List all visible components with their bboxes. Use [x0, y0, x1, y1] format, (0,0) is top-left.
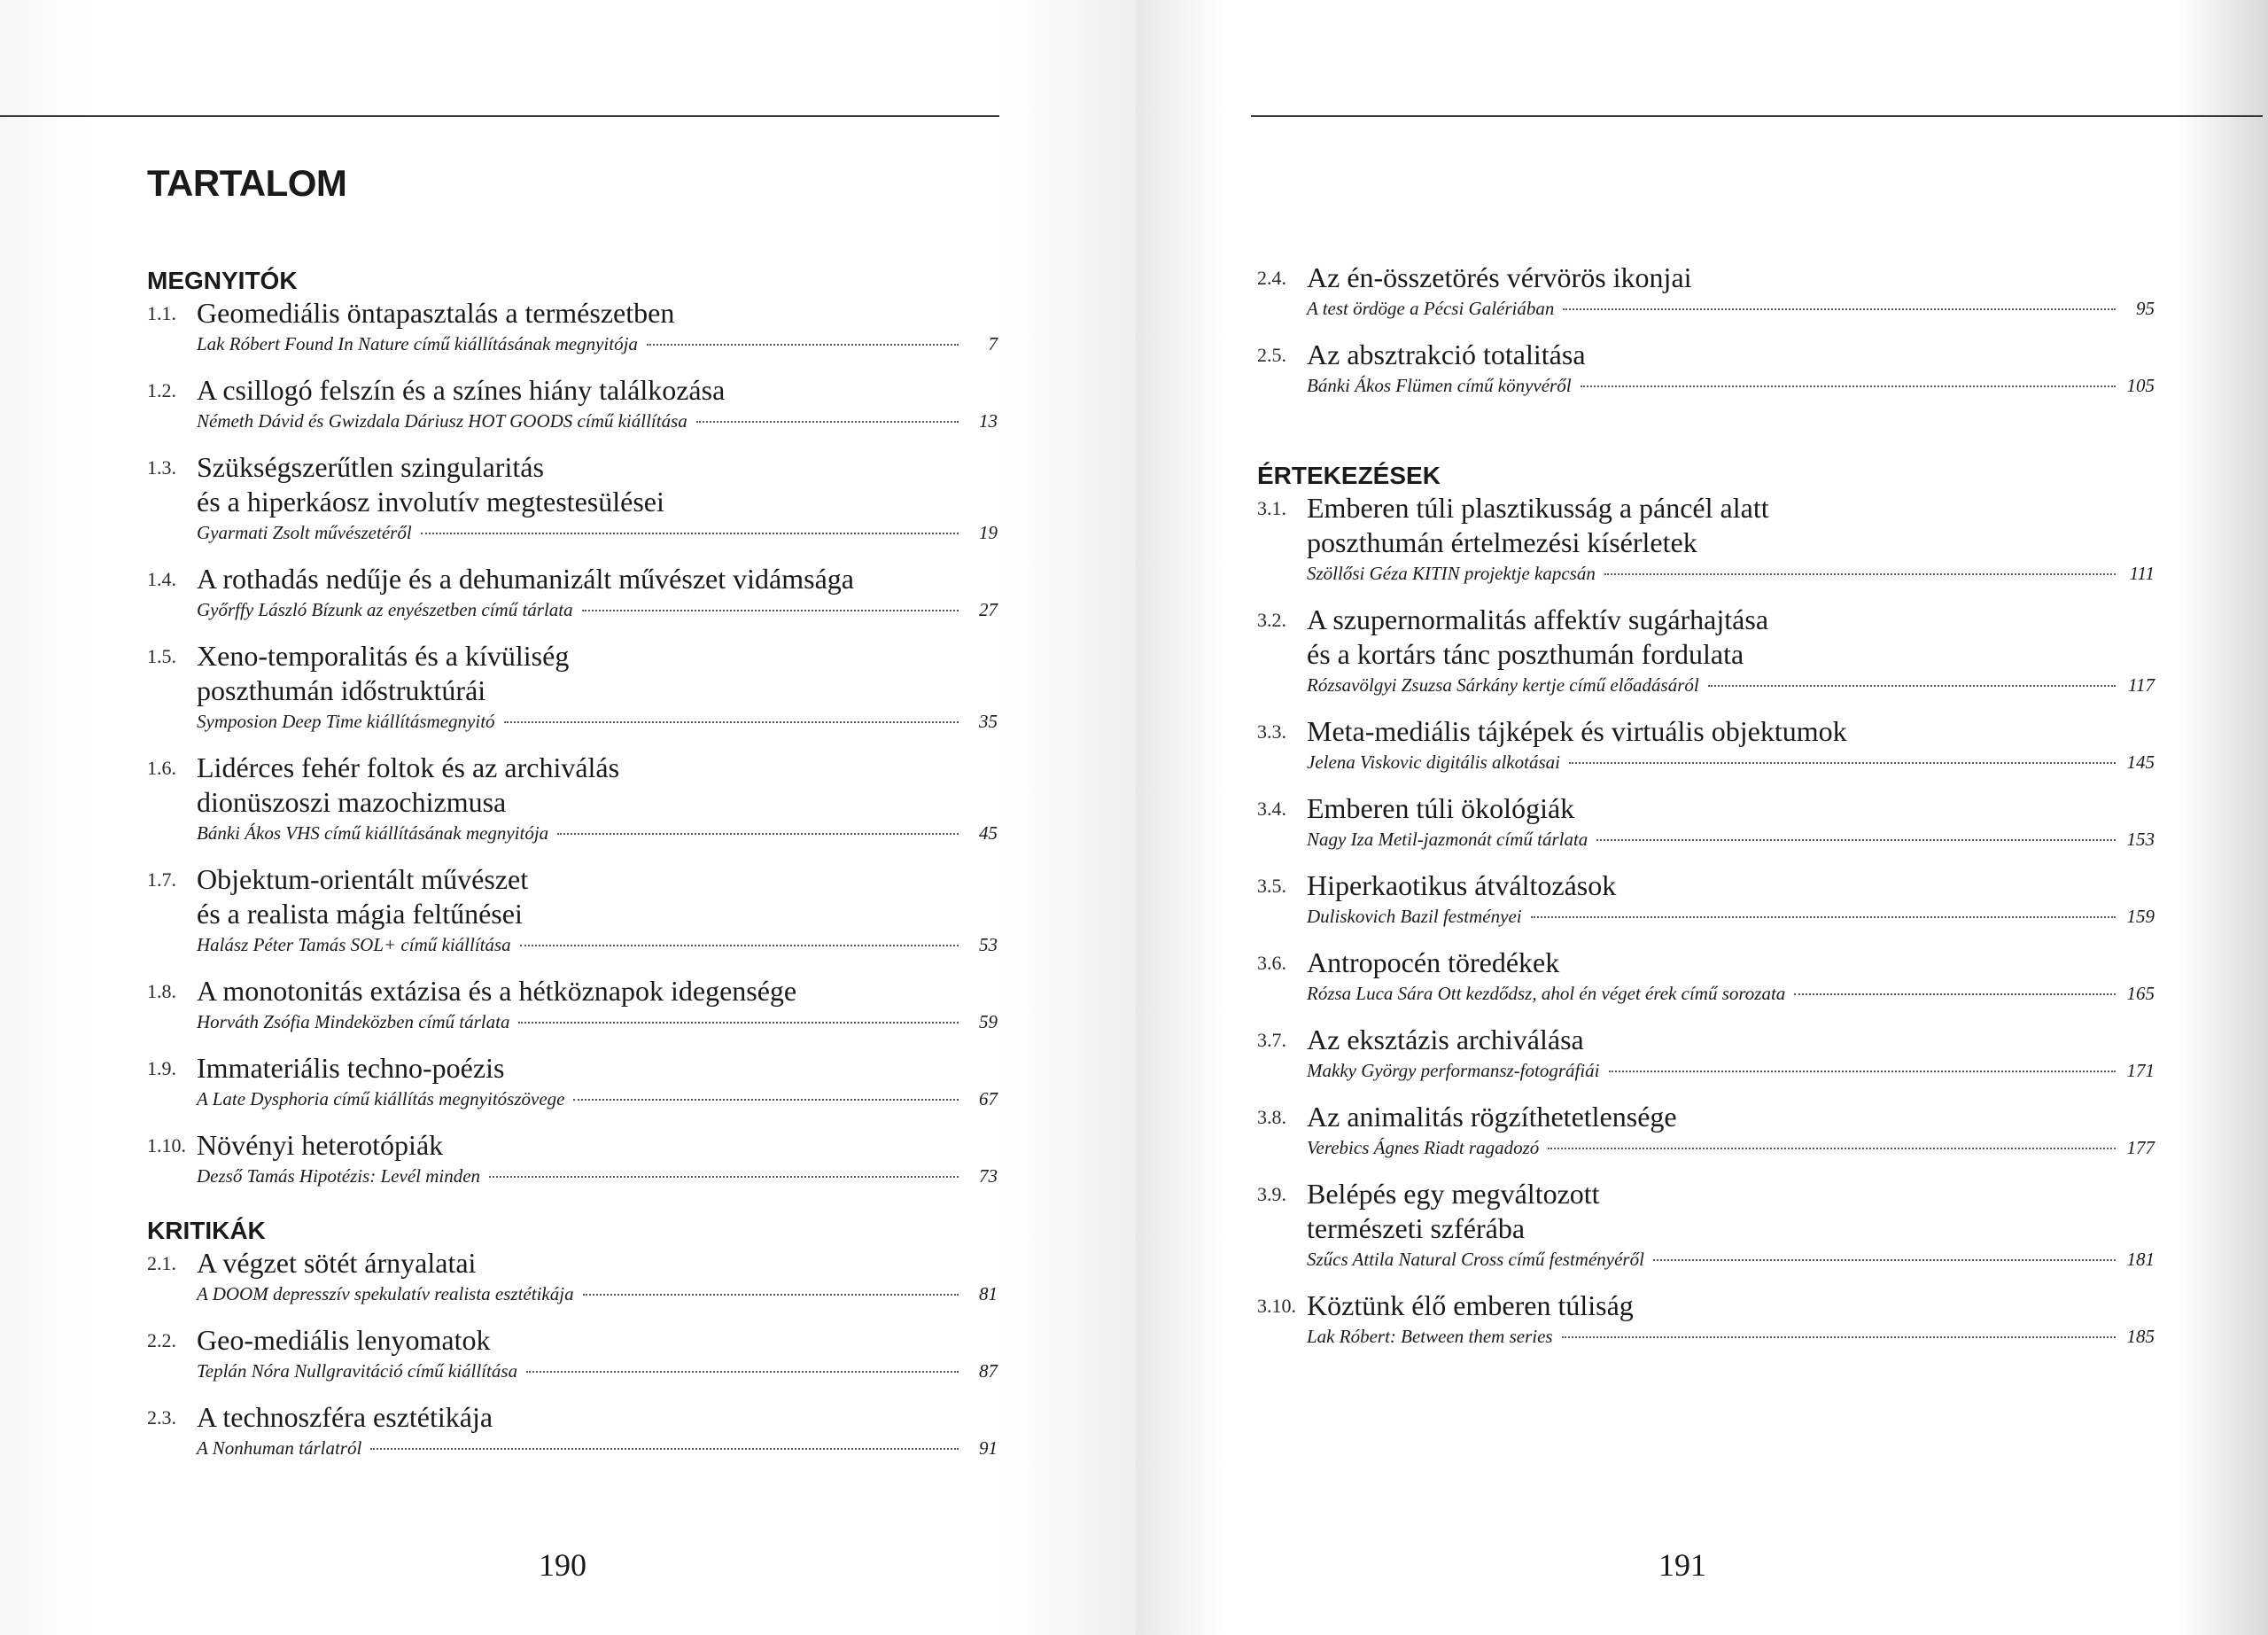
toc-entry [1257, 338, 2155, 404]
entry-subtitle: Németh Dávid és Gwizdala Dáriusz HOT GOODS című kiállítása [197, 410, 687, 432]
entry-subtitle: Gyarmati Zsolt művészetéről [197, 522, 412, 543]
entry-page-number: 117 [2128, 674, 2155, 696]
entry-subtitle: Duliskovich Bazil festményei [1307, 906, 1522, 927]
entry-subtitle-row [197, 596, 998, 628]
entry-subtitle: A Nonhuman tárlatról [197, 1437, 362, 1459]
entry-page-number: 27 [979, 599, 998, 620]
toc-entry [1257, 261, 2155, 327]
toc-entry [1257, 1177, 2155, 1278]
entry-subtitle-row [197, 931, 998, 963]
dot-leader [696, 421, 959, 423]
entry-page-number: 181 [2126, 1249, 2155, 1270]
entry-title-line: és a hiperkáosz involutív megtestesülései [197, 486, 664, 518]
entry-subtitle-row [197, 331, 998, 362]
entry-subtitle: Verebics Ágnes Riadt ragadozó [1307, 1137, 1540, 1158]
entry-title-line: Az én-összetörés vérvörös ikonjai [1307, 261, 1692, 293]
entry-subtitle: A test ördöge a Pécsi Galériában [1307, 298, 1555, 319]
entry-subtitle-row [197, 1163, 998, 1195]
entry-subtitle-row [1307, 749, 2155, 781]
entry-number: 2.4. [1257, 267, 1286, 289]
toc-entry [147, 450, 998, 551]
dot-leader [489, 1176, 959, 1178]
entry-subtitle: Teplán Nóra Nullgravitáció című kiállítása [197, 1360, 518, 1382]
section-heading: ÉRTEKEZÉSEK [1257, 462, 1441, 489]
toc-entry [147, 1323, 998, 1390]
toc-title: TARTALOM [147, 162, 347, 204]
dot-leader [1708, 685, 2116, 687]
entry-number: 2.2. [147, 1329, 176, 1351]
entry-subtitle: Rózsavölgyi Zsuzsa Sárkány kertje című előadásáról [1307, 674, 1699, 696]
entry-number: 1.5. [147, 645, 176, 667]
entry-title-line: természeti szférába [1307, 1212, 1526, 1244]
entry-number: 3.5. [1257, 875, 1286, 897]
entry-subtitle-row [1307, 980, 2155, 1012]
entry-subtitle-row [197, 1086, 998, 1117]
entry-number: 1.3. [147, 456, 176, 479]
right-page [1136, 0, 2268, 1635]
entry-title-line: poszthumán időstruktúrái [197, 674, 486, 706]
entry-number: 3.1. [1257, 497, 1286, 519]
toc-entry [1257, 1289, 2155, 1355]
entry-number: 1.7. [147, 868, 176, 891]
dot-leader [1609, 1071, 2116, 1072]
entry-page-number: 53 [979, 934, 998, 955]
entry-subtitle-row [1307, 295, 2155, 327]
entry-subtitle-row [1307, 1246, 2155, 1278]
entry-subtitle: A DOOM depresszív spekulatív realista esztétikája [197, 1283, 574, 1304]
section-heading: MEGNYITÓK [147, 267, 298, 294]
entry-title-line: Lidérces fehér foltok és az archiválás [197, 751, 620, 783]
entry-page-number: 59 [979, 1011, 998, 1032]
dot-leader [1653, 1259, 2116, 1261]
toc-entry [1257, 1023, 2155, 1089]
toc-sections [147, 266, 998, 1477]
entry-page-number: 165 [2126, 983, 2155, 1004]
entry-page-number: 19 [979, 522, 998, 543]
entry-page-number: 111 [2129, 563, 2155, 584]
entry-subtitle-row [197, 820, 998, 852]
entry-subtitle-row [1307, 1134, 2155, 1166]
dot-leader [1604, 573, 2116, 575]
entry-title-line: A technoszféra esztétikája [197, 1401, 493, 1433]
entry-number: 3.3. [1257, 720, 1286, 743]
entry-subtitle: Halász Péter Tamás SOL+ című kiállítása [197, 934, 511, 955]
entry-number: 2.1. [147, 1252, 176, 1274]
entry-page-number: 81 [979, 1283, 998, 1304]
toc-entry [147, 296, 998, 362]
entry-subtitle: Szöllősi Géza KITIN projektje kapcsán [1307, 563, 1596, 584]
toc-entry [1257, 491, 2155, 592]
entry-title-line: Az eksztázis archiválása [1307, 1024, 1584, 1055]
toc-entry [147, 1246, 998, 1312]
entry-subtitle-row [197, 408, 998, 440]
entry-title-line: Szükségszerűtlen szingularitás [197, 451, 544, 483]
toc-entry [1257, 946, 2155, 1012]
entry-subtitle-row [1307, 1323, 2155, 1355]
entry-title-line: Az absztrakció totalitása [1307, 339, 1586, 370]
entry-title-line: Emberen túli ökológiák [1307, 792, 1575, 824]
entry-title-line: Meta-mediális tájképek és virtuális objektumok [1307, 715, 1847, 747]
entry-title-line: A monotonitás extázisa és a hétköznapok idegensége [197, 975, 797, 1007]
entry-number: 3.10. [1257, 1295, 1296, 1317]
entry-title-line: és a kortárs tánc poszthumán fordulata [1307, 638, 1744, 670]
entry-page-number: 171 [2126, 1060, 2155, 1081]
dot-leader [1562, 1336, 2116, 1338]
dot-leader [526, 1371, 959, 1373]
entry-page-number: 185 [2126, 1326, 2155, 1347]
entry-page-number: 35 [979, 711, 998, 732]
entry-number: 1.1. [147, 302, 176, 324]
entry-page-number: 145 [2126, 751, 2155, 773]
toc-section [1257, 461, 2155, 1355]
page-number: 190 [539, 1547, 586, 1583]
entry-subtitle: Szűcs Attila Natural Cross című festményéről [1307, 1249, 1644, 1270]
entry-subtitle: Lak Róbert Found In Nature című kiállításának megnyitója [197, 333, 638, 354]
entry-title-line: A rothadás nedűje és a dehumanizált művészet vidámsága [197, 563, 854, 595]
entry-number: 3.2. [1257, 609, 1286, 631]
toc-entry [147, 373, 998, 440]
entry-subtitle: Bánki Ákos VHS című kiállításának megnyitója [197, 822, 549, 844]
dot-leader [1563, 308, 2116, 310]
entry-subtitle: Dezső Tamás Hipotézis: Levél minden [197, 1165, 481, 1187]
entry-subtitle: Bánki Ákos Flümen című könyvéről [1307, 375, 1572, 396]
entry-number: 3.7. [1257, 1029, 1286, 1051]
entry-title-line: Növényi heterotópiák [197, 1129, 444, 1161]
entry-title-line: Geomediális öntapasztalás a természetben [197, 297, 675, 329]
entry-number: 3.4. [1257, 798, 1286, 820]
dot-leader [557, 833, 959, 835]
toc-sections [1257, 461, 2155, 1366]
entry-page-number: 153 [2126, 829, 2155, 850]
entry-subtitle-row [1307, 672, 2155, 704]
entry-title-line: Antropocén töredékek [1307, 946, 1560, 978]
entry-number: 1.10. [147, 1134, 186, 1156]
entry-title-line: Hiperkaotikus átváltozások [1307, 869, 1617, 901]
toc-section [147, 266, 998, 1195]
entry-subtitle: Jelena Viskovic digitális alkotásai [1307, 751, 1560, 773]
toc-entry [1257, 1100, 2155, 1166]
entry-number: 3.8. [1257, 1106, 1286, 1128]
entry-number: 3.6. [1257, 952, 1286, 974]
top-rule [0, 115, 999, 117]
entry-title-line: A szupernormalitás affektív sugárhajtása [1307, 603, 1769, 635]
entry-title-line: dionüszoszi mazochizmusa [197, 786, 507, 818]
dot-leader [1596, 839, 2116, 841]
toc-entry [147, 751, 998, 852]
toc-entry [1257, 868, 2155, 935]
entry-page-number: 91 [979, 1437, 998, 1459]
entry-subtitle-row [1307, 903, 2155, 935]
toc-continued-entries [1257, 261, 2155, 415]
entry-title-line: Objektum-orientált művészet [197, 863, 529, 895]
dot-leader [421, 533, 959, 534]
entry-number: 1.9. [147, 1057, 176, 1079]
entry-subtitle: Győrffy László Bízunk az enyészetben című tárlata [197, 599, 573, 620]
entry-subtitle: Symposion Deep Time kiállításmegnyitó [197, 711, 495, 732]
entry-title-line: Köztünk élő emberen túliság [1307, 1289, 1634, 1321]
entry-title-line: poszthumán értelmezési kísérletek [1307, 526, 1697, 558]
entry-subtitle-row [197, 708, 998, 740]
entry-number: 2.3. [147, 1406, 176, 1429]
entry-title-line: Emberen túli plasztikusság a páncél alatt [1307, 492, 1769, 524]
entry-page-number: 45 [979, 822, 998, 844]
entry-subtitle: Makky György performansz-fotográfiái [1307, 1060, 1600, 1081]
toc-entry [1257, 791, 2155, 858]
entry-number: 1.2. [147, 379, 176, 401]
entry-subtitle-row [1307, 826, 2155, 858]
section-heading: KRITIKÁK [147, 1217, 266, 1244]
dot-leader [1794, 993, 2116, 995]
dot-leader [1569, 762, 2116, 764]
dot-leader [1548, 1148, 2116, 1149]
dot-leader [370, 1448, 959, 1450]
entry-page-number: 105 [2126, 375, 2155, 396]
toc-entry [147, 562, 998, 628]
toc-section [147, 1216, 998, 1467]
entry-page-number: 67 [979, 1088, 998, 1109]
entry-subtitle-row [197, 1358, 998, 1390]
entry-subtitle-row [1307, 560, 2155, 592]
page-number: 191 [1658, 1547, 1706, 1583]
entry-title-line: Xeno-temporalitás és a kívüliség [197, 640, 570, 672]
entry-subtitle: A Late Dysphoria című kiállítás megnyitószövege [197, 1088, 565, 1109]
dot-leader [504, 721, 959, 723]
entry-subtitle-row [197, 519, 998, 551]
entry-page-number: 95 [2136, 298, 2155, 319]
entry-number: 1.4. [147, 568, 176, 590]
entry-title-line: Az animalitás rögzíthetetlensége [1307, 1101, 1677, 1133]
toc-entry [1257, 603, 2155, 704]
entry-number: 1.6. [147, 757, 176, 779]
entry-subtitle-row [1307, 372, 2155, 404]
toc-entry [147, 974, 998, 1040]
dot-leader [1581, 385, 2116, 387]
entry-subtitle-row [197, 1435, 998, 1467]
entry-number: 3.9. [1257, 1183, 1286, 1205]
entry-page-number: 7 [988, 333, 998, 354]
dot-leader [573, 1099, 959, 1101]
entry-page-number: 73 [979, 1165, 998, 1187]
entry-page-number: 87 [979, 1360, 998, 1382]
dot-leader [647, 344, 959, 346]
entry-title-line: A végzet sötét árnyalatai [197, 1247, 477, 1279]
entry-subtitle: Rózsa Luca Sára Ott kezdődsz, ahol én véget érek című sorozata [1307, 983, 1786, 1004]
entry-title-line: Geo-mediális lenyomatok [197, 1324, 491, 1356]
toc-entry [147, 639, 998, 740]
entry-subtitle: Nagy Iza Metil-jazmonát című tárlata [1307, 829, 1588, 850]
entry-page-number: 13 [979, 410, 998, 432]
toc-entry [1257, 714, 2155, 781]
dot-leader [1531, 916, 2116, 918]
toc-entry [147, 1400, 998, 1467]
entry-title-line: és a realista mágia feltűnései [197, 898, 523, 930]
entry-subtitle-row [197, 1281, 998, 1312]
entry-number: 2.5. [1257, 344, 1286, 366]
entry-subtitle: Lak Róbert: Between them series [1307, 1326, 1553, 1347]
entry-title-line: Belépés egy megváltozott [1307, 1178, 1600, 1210]
entry-number: 1.8. [147, 980, 176, 1002]
entry-subtitle: Horváth Zsófia Mindeközben című tárlata [197, 1011, 510, 1032]
dot-leader [520, 945, 959, 946]
entry-title-line: A csillogó felszín és a színes hiány találkozása [197, 374, 726, 406]
toc-entry [147, 1051, 998, 1117]
entry-subtitle-row [197, 1008, 998, 1040]
top-rule [1251, 115, 2263, 117]
toc-entry [147, 1128, 998, 1195]
dot-leader [582, 610, 959, 611]
dot-leader [583, 1294, 959, 1296]
toc-entry [147, 862, 998, 963]
dot-leader [518, 1022, 959, 1024]
entry-title-line: Immateriális techno-poézis [197, 1052, 505, 1084]
entry-page-number: 159 [2126, 906, 2155, 927]
entry-subtitle-row [1307, 1057, 2155, 1089]
entry-page-number: 177 [2126, 1137, 2155, 1158]
